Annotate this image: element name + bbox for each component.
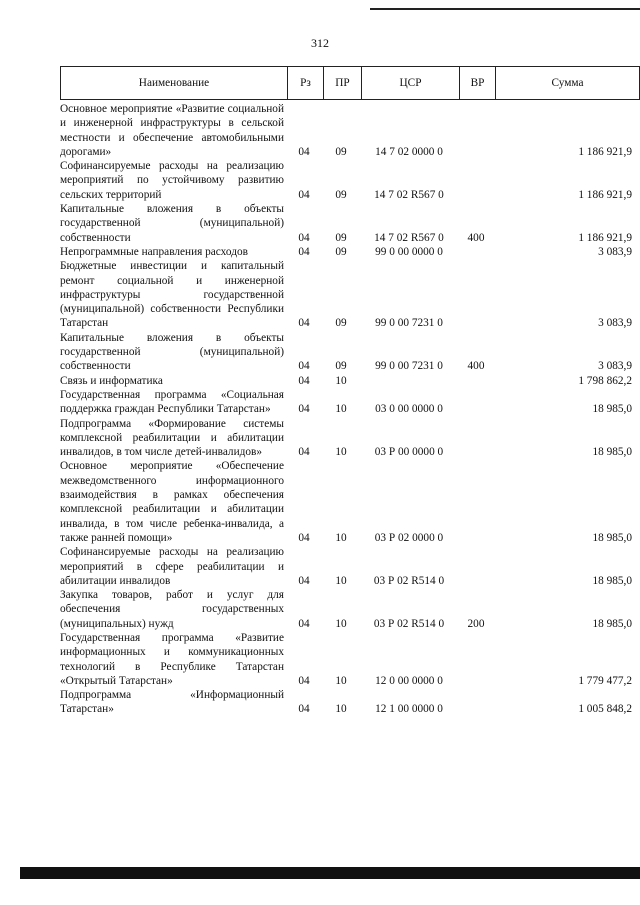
row-vr: 400 [467, 231, 485, 244]
row-pr: 10 [335, 446, 347, 459]
row-csr: 03 0 00 0000 0 [375, 403, 443, 416]
header-pr: ПР [323, 67, 361, 99]
row-rz: 04 [298, 446, 310, 459]
header-sum: Сумма [495, 67, 639, 99]
table-row [60, 688, 640, 717]
row-rz: 04 [298, 145, 310, 158]
table-row [60, 202, 640, 245]
header-rz: Рз [287, 67, 323, 99]
row-rz: 04 [298, 360, 310, 373]
row-sum: 1 779 477,2 [578, 674, 632, 687]
row-rz: 04 [298, 403, 310, 416]
table-row [60, 159, 640, 202]
row-pr: 09 [335, 145, 347, 158]
row-csr: 12 0 00 0000 0 [375, 674, 443, 687]
row-csr: 99 0 00 0000 0 [375, 245, 443, 258]
table-row [60, 102, 640, 159]
row-pr: 10 [335, 703, 347, 716]
row-vr: 400 [467, 360, 485, 373]
row-csr: 14 7 02 R567 0 [374, 188, 444, 201]
table-row [60, 588, 640, 631]
header-name: Наименование [138, 77, 210, 89]
row-sum: 1 005 848,2 [578, 703, 632, 716]
row-rz: 04 [298, 674, 310, 687]
row-sum: 3 083,9 [598, 360, 632, 373]
row-sum: 1 186 921,9 [578, 231, 632, 244]
header-vr: ВР [459, 67, 495, 99]
row-sum: 1 798 862,2 [578, 374, 632, 387]
row-csr: 03 Р 02 R514 0 [373, 617, 445, 630]
row-pr: 09 [335, 188, 347, 201]
table-header [60, 66, 640, 100]
row-pr: 10 [335, 403, 347, 416]
row-pr: 10 [335, 374, 347, 387]
row-name: Бюджетные инвестиции и капитальный ремонт социальной и инженерной инфраструктуры государственной (муниципальной) собственности Республики Татарстан [60, 260, 284, 330]
row-pr: 10 [335, 674, 347, 687]
row-sum: 18 985,0 [592, 531, 632, 544]
top-scan-rule [370, 8, 640, 10]
table-row [60, 388, 640, 417]
row-name: Капитальные вложения в объекты государственной (муниципальной) собственности [60, 203, 284, 244]
row-name: Государственная программа «Социальная поддержка граждан Республики Татарстан» [60, 388, 284, 416]
table-row [60, 417, 640, 460]
row-csr: 14 7 02 0000 0 [375, 145, 443, 158]
budget-table [60, 66, 640, 717]
row-name: Связь и информатика [60, 374, 163, 387]
row-vr: 200 [467, 617, 485, 630]
row-rz: 04 [298, 231, 310, 244]
row-name: Государственная программа «Развитие информационных и коммуникационных технологий в Республике Татарстан «Открытый Татарстан» [60, 631, 284, 687]
row-name: Основное мероприятие «Обеспечение межведомственного информационного взаимодействия в рамках обеспечения комплексной реабилитации и абилитации инвалида, в том числе ребенка-инвалида, а также ранней помощи» [60, 460, 284, 544]
row-name: Закупка товаров, работ и услуг для обеспечения государственных (муниципальных) нужд [60, 589, 284, 630]
row-csr: 03 Р 02 R514 0 [373, 574, 445, 587]
header-csr: ЦСР [361, 67, 459, 99]
row-csr: 03 Р 00 0000 0 [374, 446, 444, 459]
row-rz: 04 [298, 317, 310, 330]
row-name: Софинансируемые расходы на реализацию мероприятий по устойчивому развитию сельских территорий [60, 160, 284, 201]
table-row [60, 374, 640, 388]
table-body [60, 100, 640, 717]
page-number: 312 [311, 36, 329, 50]
row-csr: 99 0 00 7231 0 [375, 360, 443, 373]
row-csr: 14 7 02 R567 0 [374, 231, 444, 244]
row-rz: 04 [298, 703, 310, 716]
row-pr: 10 [335, 574, 347, 587]
table-row [60, 545, 640, 588]
row-pr: 10 [335, 531, 347, 544]
row-rz: 04 [298, 188, 310, 201]
table-row [60, 331, 640, 374]
row-sum: 18 985,0 [592, 617, 632, 630]
table-row [60, 259, 640, 330]
row-csr: 99 0 00 7231 0 [375, 317, 443, 330]
row-rz: 04 [298, 374, 310, 387]
table-row [60, 631, 640, 688]
row-csr: 03 Р 02 0000 0 [374, 531, 444, 544]
row-name: Софинансируемые расходы на реализацию мероприятий в сфере реабилитации и абилитации инвалидов [60, 546, 284, 587]
row-sum: 1 186 921,9 [578, 145, 632, 158]
bottom-scan-bar [20, 867, 640, 879]
row-name: Основное мероприятие «Развитие социальной и инженерной инфраструктуры в сельской местности и обеспечение автомобильными дорогами» [60, 103, 284, 158]
row-name: Непрограммные направления расходов [60, 245, 248, 258]
row-name: Подпрограмма «Информационный Татарстан» [60, 689, 284, 716]
row-sum: 1 186 921,9 [578, 188, 632, 201]
row-rz: 04 [298, 245, 310, 258]
row-sum: 3 083,9 [598, 317, 632, 330]
row-rz: 04 [298, 574, 310, 587]
row-rz: 04 [298, 617, 310, 630]
row-pr: 09 [335, 360, 347, 373]
row-sum: 3 083,9 [598, 245, 632, 258]
row-pr: 10 [335, 617, 347, 630]
row-pr: 09 [335, 245, 347, 258]
row-pr: 09 [335, 231, 347, 244]
row-sum: 18 985,0 [592, 574, 632, 587]
table-row [60, 245, 640, 259]
row-sum: 18 985,0 [592, 446, 632, 459]
row-name: Подпрограмма «Формирование системы комплексной реабилитации и абилитации инвалидов, в том числе детей-инвалидов» [60, 417, 284, 459]
row-rz: 04 [298, 531, 310, 544]
row-name: Капитальные вложения в объекты государственной (муниципальной) собственности [60, 331, 284, 373]
row-sum: 18 985,0 [592, 403, 632, 416]
table-row [60, 459, 640, 545]
row-csr: 12 1 00 0000 0 [375, 703, 443, 716]
row-pr: 09 [335, 317, 347, 330]
